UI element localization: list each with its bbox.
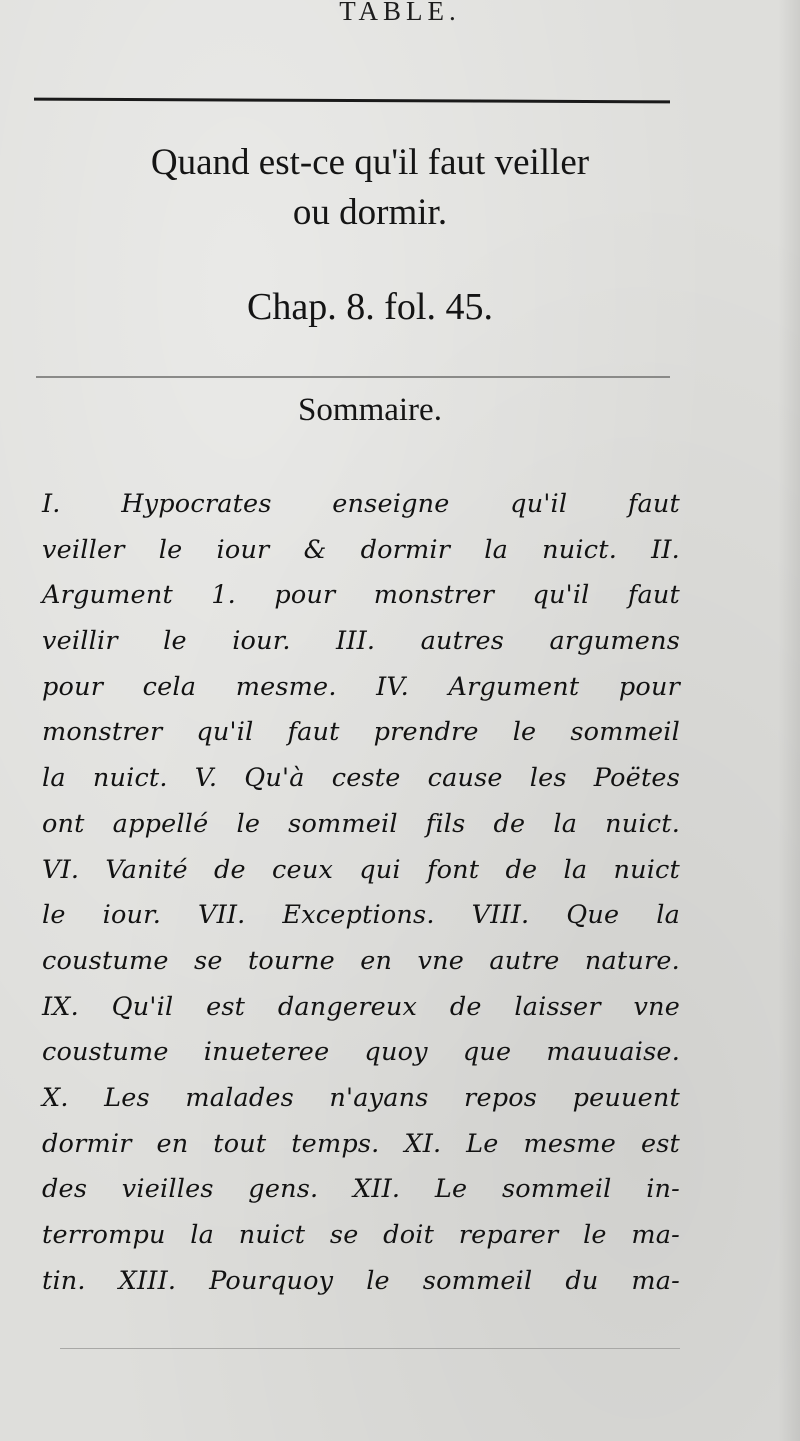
summary-line: veillir le iour. III. autres argumens (42, 626, 680, 657)
sommaire-heading: Sommaire. (298, 392, 442, 428)
summary-line: dormir en tout temps. XI. Le mesme est (42, 1128, 680, 1159)
summary-line: X. Les malades n'ayans repos peuuent (42, 1082, 680, 1113)
summary-line: ont appellé le sommeil fils de la nuict. (42, 808, 680, 839)
summary-line: terrompu la nuict se doit reparer le ma- (42, 1220, 680, 1250)
summary-line: des vieilles gens. XII. Le sommeil in- (42, 1174, 680, 1205)
page-edge-shadow (778, 0, 800, 1441)
summary-line: veiller le iour & dormir la nuict. II. (42, 534, 680, 565)
summary-line: I. Hypocrates enseigne qu'il faut (42, 489, 680, 519)
running-head: TABLE. (339, 0, 461, 26)
summary-text (42, 482, 680, 1304)
section-rule (36, 376, 670, 378)
summary-line: tin. XIII. Pourquoy le sommeil du ma- (42, 1265, 680, 1296)
header-rule (34, 98, 670, 104)
summary-line: monstrer qu'il faut prendre le sommeil (42, 717, 680, 748)
summary-line: VI. Vanité de ceux qui font de la nuict (42, 854, 680, 885)
bottom-rule (60, 1348, 680, 1349)
chapter-title-line-1: Quand est-ce qu'il faut veiller (150, 142, 590, 183)
summary-line: la nuict. V. Qu'à ceste cause les Poëtes (42, 763, 680, 794)
chapter-title (60, 138, 680, 238)
summary-line: coustume se tourne en vne autre nature. (42, 945, 680, 976)
chapter-title-line-2: ou dormir. (292, 192, 448, 233)
summary-line: Argument 1. pour monstrer qu'il faut (42, 580, 680, 611)
summary-line: pour cela mesme. IV. Argument pour (42, 671, 680, 702)
chapter-reference: Chap. 8. fol. 45. (247, 286, 493, 328)
summary-line: coustume inueteree quoy que mauuaise. (42, 1037, 680, 1068)
summary-line: IX. Qu'il est dangereux de laisser vne (42, 991, 680, 1022)
summary-line: le iour. VII. Exceptions. VIII. Que la (42, 900, 680, 931)
